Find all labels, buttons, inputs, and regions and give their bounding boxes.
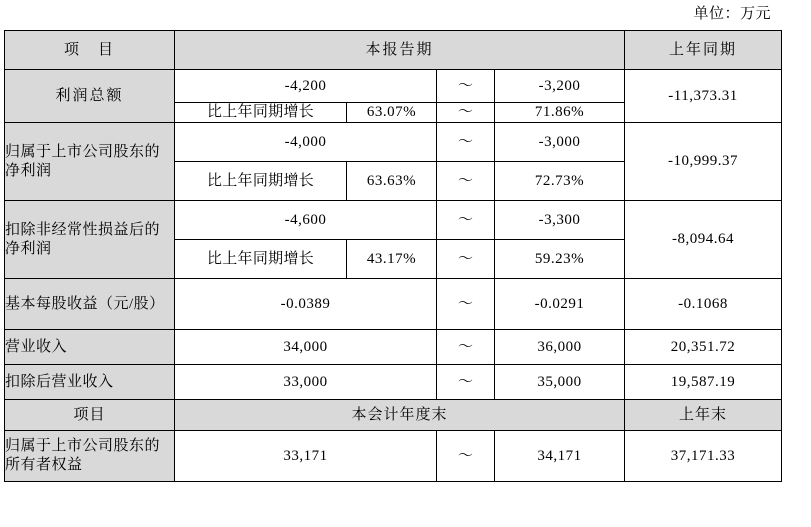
row-label-adjusted-revenue: 扣除后营业收入 (5, 365, 175, 400)
range-tilde: ～ (437, 279, 495, 330)
cell-high: -3,200 (495, 70, 625, 103)
range-tilde: ～ (437, 431, 495, 482)
range-tilde: ～ (437, 240, 495, 279)
cell-low: -4,600 (175, 201, 437, 240)
range-tilde: ～ (437, 365, 495, 400)
cell-last-year: -0.1068 (625, 279, 782, 330)
header2-period: 本会计年度末 (175, 400, 625, 431)
header2-last-year-end: 上年末 (625, 400, 782, 431)
cell-last-year: 19,587.19 (625, 365, 782, 400)
cell-last-year: -8,094.64 (625, 201, 782, 279)
table-row (5, 365, 782, 400)
table-header-row (5, 31, 782, 70)
header-report-period: 本报告期 (175, 31, 625, 70)
cell-growth-high: 72.73% (495, 162, 625, 201)
cell-high: 34,171 (495, 431, 625, 482)
cell-high: 36,000 (495, 330, 625, 365)
row-label-total-profit: 利润总额 (5, 70, 175, 123)
cell-high: -3,000 (495, 123, 625, 162)
growth-label: 比上年同期增长 (175, 162, 347, 201)
unit-note: 单位：万元 (693, 6, 771, 22)
cell-high: -0.0291 (495, 279, 625, 330)
cell-low: -4,000 (175, 123, 437, 162)
cell-growth-low: 43.17% (347, 240, 437, 279)
cell-low: 34,000 (175, 330, 437, 365)
table-row (5, 279, 782, 330)
cell-last-year: -11,373.31 (625, 70, 782, 123)
cell-high: -3,300 (495, 201, 625, 240)
financial-forecast-table (4, 30, 782, 482)
cell-growth-low: 63.63% (347, 162, 437, 201)
range-tilde: ～ (437, 201, 495, 240)
row-label-revenue: 营业收入 (5, 330, 175, 365)
growth-label: 比上年同期增长 (175, 103, 347, 123)
cell-growth-high: 71.86% (495, 103, 625, 123)
header-item: 项 目 (5, 31, 175, 70)
row-label-basic-eps: 基本每股收益（元/股） (5, 279, 175, 330)
cell-low: 33,000 (175, 365, 437, 400)
table-row (5, 123, 782, 162)
cell-growth-low: 63.07% (347, 103, 437, 123)
table-row (5, 431, 782, 482)
cell-last-year: 20,351.72 (625, 330, 782, 365)
cell-low: -0.0389 (175, 279, 437, 330)
cell-high: 35,000 (495, 365, 625, 400)
range-tilde: ～ (437, 70, 495, 103)
row-label-net-profit-excl-nonrecurring: 扣除非经常性损益后的净利润 (5, 201, 175, 279)
table-header-row-2 (5, 400, 782, 431)
growth-label: 比上年同期增长 (175, 240, 347, 279)
table-row (5, 201, 782, 240)
range-tilde: ～ (437, 162, 495, 201)
range-tilde: ～ (437, 103, 495, 123)
cell-last-year: -10,999.37 (625, 123, 782, 201)
header2-item: 项目 (5, 400, 175, 431)
row-label-net-profit-attributable: 归属于上市公司股东的净利润 (5, 123, 175, 201)
table-row (5, 70, 782, 103)
range-tilde: ～ (437, 123, 495, 162)
header-last-year-same-period: 上年同期 (625, 31, 782, 70)
cell-last-year: 37,171.33 (625, 431, 782, 482)
cell-low: 33,171 (175, 431, 437, 482)
cell-low: -4,200 (175, 70, 437, 103)
table-row (5, 330, 782, 365)
cell-growth-high: 59.23% (495, 240, 625, 279)
row-label-equity-attributable: 归属于上市公司股东的所有者权益 (5, 431, 175, 482)
range-tilde: ～ (437, 330, 495, 365)
